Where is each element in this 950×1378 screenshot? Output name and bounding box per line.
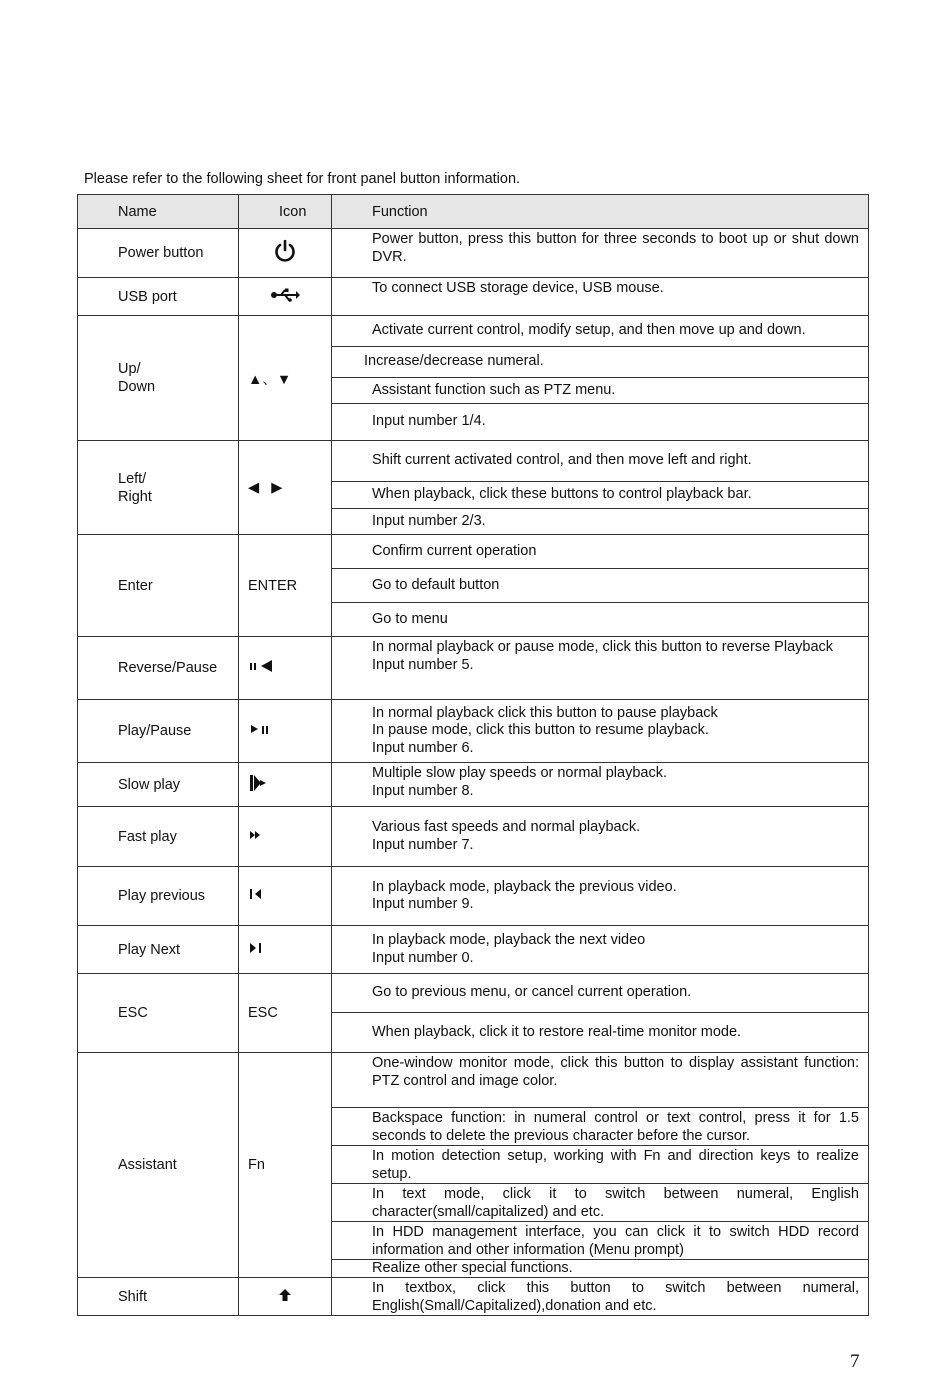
row-function: One-window monitor mode, click this button to display assistant function: PTZ control and image color. <box>332 1053 869 1108</box>
table-header-row <box>78 195 869 229</box>
row-function: When playback, click these buttons to control playback bar. <box>332 482 869 509</box>
table-row <box>78 316 869 347</box>
table-row <box>78 229 869 278</box>
row-function: When playback, click it to restore real-time monitor mode. <box>332 1013 869 1053</box>
usb-icon <box>239 278 332 316</box>
table-row <box>78 926 869 974</box>
play-previous-icon <box>239 867 332 926</box>
row-name: Left/ Right <box>78 441 239 535</box>
reverse-pause-icon <box>239 637 332 700</box>
row-name: Up/ Down <box>78 316 239 441</box>
row-name: Slow play <box>78 763 239 807</box>
page-number: 7 <box>850 1351 860 1372</box>
row-function: Assistant function such as PTZ menu. <box>332 378 869 404</box>
table-row <box>78 807 869 867</box>
row-function: In playback mode, playback the next video Input number 0. <box>332 926 869 974</box>
row-function: Backspace function: in numeral control or text control, press it for 1.5 seconds to delete the previous character before the cursor. <box>332 1108 869 1146</box>
fast-play-icon <box>239 807 332 867</box>
row-name: Assistant <box>78 1053 239 1278</box>
header-function: Function <box>332 195 869 229</box>
row-name: ESC <box>78 974 239 1053</box>
row-name: Fast play <box>78 807 239 867</box>
row-function: In motion detection setup, working with Fn and direction keys to realize setup. <box>332 1146 869 1184</box>
row-function: Input number 2/3. <box>332 509 869 535</box>
header-name: Name <box>78 195 239 229</box>
front-panel-table <box>77 194 869 1316</box>
row-function: To connect USB storage device, USB mouse. <box>332 278 869 316</box>
table-row <box>78 1278 869 1316</box>
row-name: Power button <box>78 229 239 278</box>
up-down-arrows-icon: ▲、▼ <box>239 316 332 441</box>
row-function: Power button, press this button for three seconds to boot up or shut down DVR. <box>332 229 869 278</box>
row-function: Increase/decrease numeral. <box>332 347 869 378</box>
row-function: Activate current control, modify setup, and then move up and down. <box>332 316 869 347</box>
power-icon <box>239 229 332 278</box>
row-function: Various fast speeds and normal playback. Input number 7. <box>332 807 869 867</box>
left-right-arrows-icon: ◀ ▶ <box>239 441 332 535</box>
row-function: Multiple slow play speeds or normal playback. Input number 8. <box>332 763 869 807</box>
row-function: In normal playback click this button to pause playback In pause mode, click this button to resume playback. Input number 6. <box>332 700 869 763</box>
table-row <box>78 974 869 1013</box>
row-function: In textbox, click this button to switch between numeral, English(Small/Capitalized),donation and etc. <box>332 1278 869 1316</box>
row-name: Play/Pause <box>78 700 239 763</box>
table-row <box>78 637 869 700</box>
row-function: In text mode, click it to switch between numeral, English character(small/capitalized) and etc. <box>332 1184 869 1222</box>
row-function: Go to previous menu, or cancel current operation. <box>332 974 869 1013</box>
row-function: In normal playback or pause mode, click this button to reverse Playback Input number 5. <box>332 637 869 700</box>
header-icon: Icon <box>239 195 332 229</box>
row-name: Reverse/Pause <box>78 637 239 700</box>
enter-key-label: ENTER <box>239 535 332 637</box>
table-row <box>78 1053 869 1108</box>
play-pause-icon <box>239 700 332 763</box>
row-function: In playback mode, playback the previous video. Input number 9. <box>332 867 869 926</box>
row-name: Shift <box>78 1278 239 1316</box>
row-function: Confirm current operation <box>332 535 869 569</box>
esc-key-label: ESC <box>239 974 332 1053</box>
row-function: Go to menu <box>332 603 869 637</box>
row-function: In HDD management interface, you can click it to switch HDD record information and other information (Menu prompt) <box>332 1222 869 1260</box>
table-row <box>78 441 869 482</box>
row-name: Enter <box>78 535 239 637</box>
slow-play-icon <box>239 763 332 807</box>
intro-text: Please refer to the following sheet for front panel button information. <box>84 171 521 187</box>
row-name: USB port <box>78 278 239 316</box>
table-row <box>78 700 869 763</box>
fn-key-label: Fn <box>239 1053 332 1278</box>
table-row <box>78 763 869 807</box>
table-row <box>78 278 869 316</box>
shift-arrow-icon <box>239 1278 332 1316</box>
row-function: Shift current activated control, and then move left and right. <box>332 441 869 482</box>
row-name: Play previous <box>78 867 239 926</box>
table-row <box>78 535 869 569</box>
row-function: Go to default button <box>332 569 869 603</box>
row-name: Play Next <box>78 926 239 974</box>
row-function: Input number 1/4. <box>332 404 869 441</box>
table-row <box>78 867 869 926</box>
row-function: Realize other special functions. <box>332 1260 869 1278</box>
play-next-icon <box>239 926 332 974</box>
